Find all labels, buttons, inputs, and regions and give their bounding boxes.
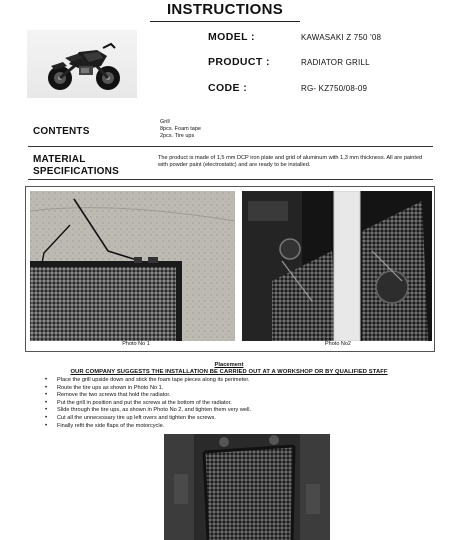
list-item: • Slide through the tire ups, as shown in Photo No 2, and tighten them very well. bbox=[45, 407, 251, 415]
photo-2 bbox=[242, 191, 432, 341]
list-item: • Place the grill upside down and stick the foam tape pieces along its perimeter. bbox=[45, 377, 251, 385]
contents-item: 2pcs. Tire ups bbox=[160, 132, 195, 139]
section-divider bbox=[28, 179, 433, 180]
code-label: CODE : bbox=[208, 82, 248, 94]
contents-item: 8pcs. Foam tape bbox=[160, 125, 201, 132]
photo-2-caption: Photo No2 bbox=[325, 341, 351, 347]
material-description: The product is made of 1,5 mm DCP iron plate and grid of aluminum with 1,3 mm thickness. All are painted with powder paint (electrostatic) and are ready to be installed. bbox=[158, 155, 423, 169]
photo-1-caption: Photo No 1 bbox=[122, 341, 150, 347]
contents-label: CONTENTS bbox=[33, 126, 90, 137]
contents-list bbox=[160, 119, 201, 139]
model-label: MODEL : bbox=[208, 31, 255, 43]
installation-photos bbox=[25, 186, 435, 352]
material-label-line1: MATERIAL bbox=[33, 154, 86, 165]
installation-steps bbox=[45, 377, 251, 430]
code-value: RG- KZ750/08-09 bbox=[301, 84, 368, 93]
section-divider bbox=[28, 146, 433, 147]
list-item: • Route the tire ups as shown in Photo No 1. bbox=[45, 385, 251, 393]
list-item: • Put the grill in position and put the screws at the bottom of the radiator. bbox=[45, 400, 251, 408]
list-item: • Cut all the unnecessary tire up left overs and tighten the screws. bbox=[45, 415, 251, 423]
model-value: KAWASAKI Z 750 '08 bbox=[301, 33, 382, 42]
document-title: INSTRUCTIONS bbox=[166, 1, 284, 18]
title-banner bbox=[150, 0, 300, 22]
material-label bbox=[33, 154, 119, 178]
product-label: PRODUCT : bbox=[208, 56, 270, 68]
motorcycle-photo bbox=[27, 30, 137, 98]
placement-note: OUR COMPANY SUGGESTS THE INSTALLATION BE CARRIED OUT AT A WORKSHOP OR BY QUALIFIED STAFF bbox=[70, 369, 388, 375]
contents-item: Grill bbox=[160, 119, 170, 125]
list-item: • Remove the two screws that hold the radiator. bbox=[45, 392, 251, 400]
product-value: RADIATOR GRILL bbox=[301, 58, 370, 67]
installed-grill-photo bbox=[164, 434, 330, 540]
photo-1 bbox=[30, 191, 235, 341]
placement-title: Placement bbox=[214, 362, 244, 368]
list-item: • Finally refit the side flaps of the motorcycle. bbox=[45, 423, 251, 431]
material-label-line2: SPECIFICATIONS bbox=[33, 166, 119, 177]
